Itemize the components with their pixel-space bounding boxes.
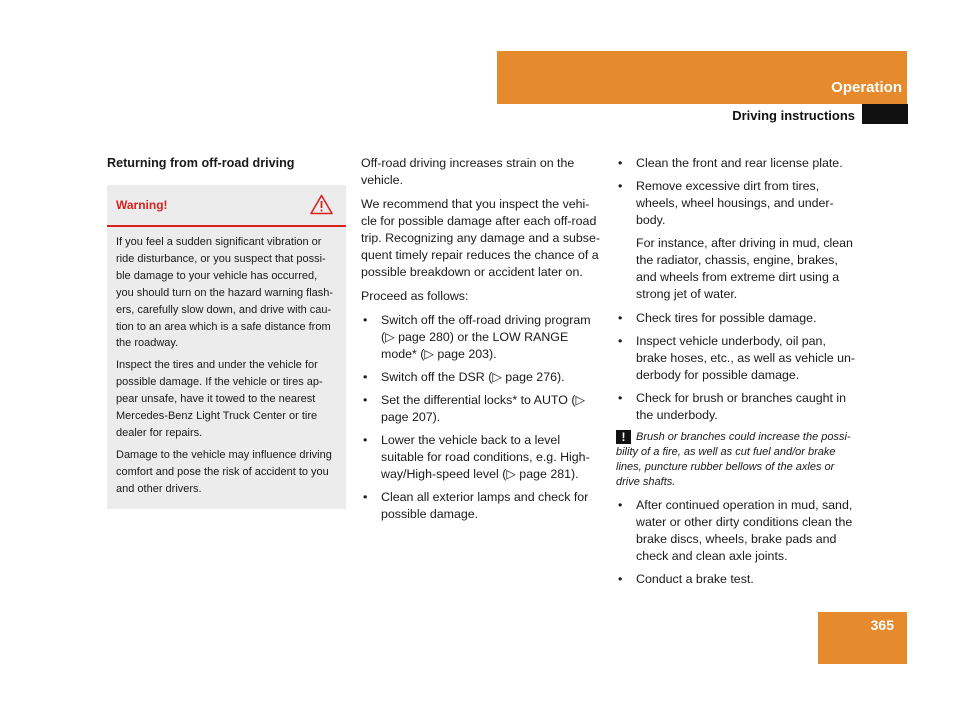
list-item: • After continued operation in mud, sand, water or other dirty conditions clean the brake discs, wheels, brake pads and check and clean axle joints. [616,497,858,565]
column-3 [616,155,858,594]
procedure-list [616,310,858,424]
warning-triangle-icon [310,194,333,215]
page-number-box [818,612,907,664]
warning-paragraph: Inspect the tires and under the vehicle for possible damage. If the vehicle or tires ap-pear unsafe, have it towed to the nearest Mercedes-Benz Light Truck Center or tire dealer for repairs. [116,359,323,439]
list-item: • Switch off the DSR (▷ page 276). [361,369,603,386]
list-item: • Remove excessive dirt from tires, wheels, wheel housings, and under-body. [616,178,858,229]
warning-label: Warning! [116,197,168,212]
list-item: • Clean the front and rear license plate. [616,155,858,172]
section-title: Operation [831,79,902,96]
procedure-list [361,312,603,523]
column-2 [361,155,603,529]
section-tab-marker [862,104,908,124]
caution-note-text: Brush or branches could increase the possi-bility of a fire, as well as cut fuel and/or brake lines, puncture rubber bellows of the axles or drive shafts. [616,431,851,488]
procedure-list [616,497,858,588]
procedure-list [616,155,858,229]
warning-paragraph: Damage to the vehicle may influence driving comfort and pose the risk of accident to you and other drivers. [116,448,332,495]
list-item: • Check tires for possible damage. [616,310,858,327]
paragraph: We recommend that you inspect the vehi-cle for possible damage after each off-road trip. Recognizing any damage and a subse-quent timely repair reduces the chance of a possible breakdown or accident later on. [361,197,601,279]
list-item: • Clean all exterior lamps and check for possible damage. [361,489,603,523]
page-number: 365 [870,617,894,633]
column-1 [107,155,347,509]
list-item: • Conduct a brake test. [616,571,858,588]
paragraph: Off-road driving increases strain on the vehicle. [361,156,575,187]
list-item: • Set the differential locks* to AUTO (▷ page 207). [361,392,603,426]
caution-note [616,430,858,490]
subsection-title: Driving instructions [732,108,855,123]
warning-box [107,185,346,509]
warning-header [107,185,346,227]
header-band [497,51,907,104]
list-item: • Switch off the off-road driving program (▷ page 280) or the LOW RANGE mode* (▷ page 203). [361,312,603,363]
indented-paragraph: For instance, after driving in mud, clean the radiator, chassis, engine, brakes, and wheels from extreme dirt using a strong jet of water. [636,236,853,301]
list-item: • Inspect vehicle underbody, oil pan, brake hoses, etc., as well as vehicle un-derbody for possible damage. [616,333,858,384]
warning-paragraph: If you feel a sudden significant vibration or ride disturbance, or you suspect that possi-ble damage to your vehicle has occurred, you should turn on the hazard warning flash-ers, carefully slow down, and drive with cau-tion to an area which is a safe distance from the roadway. [116,236,334,350]
list-item: • Lower the vehicle back to a level suitable for road conditions, e.g. High-way/High-speed level (▷ page 281). [361,432,603,483]
section-heading: Returning from off-road driving [107,156,295,170]
exclamation-icon: ! [616,430,631,444]
warning-body [107,227,346,509]
paragraph: Proceed as follows: [361,289,469,303]
list-item: • Check for brush or branches caught in the underbody. [616,390,858,424]
